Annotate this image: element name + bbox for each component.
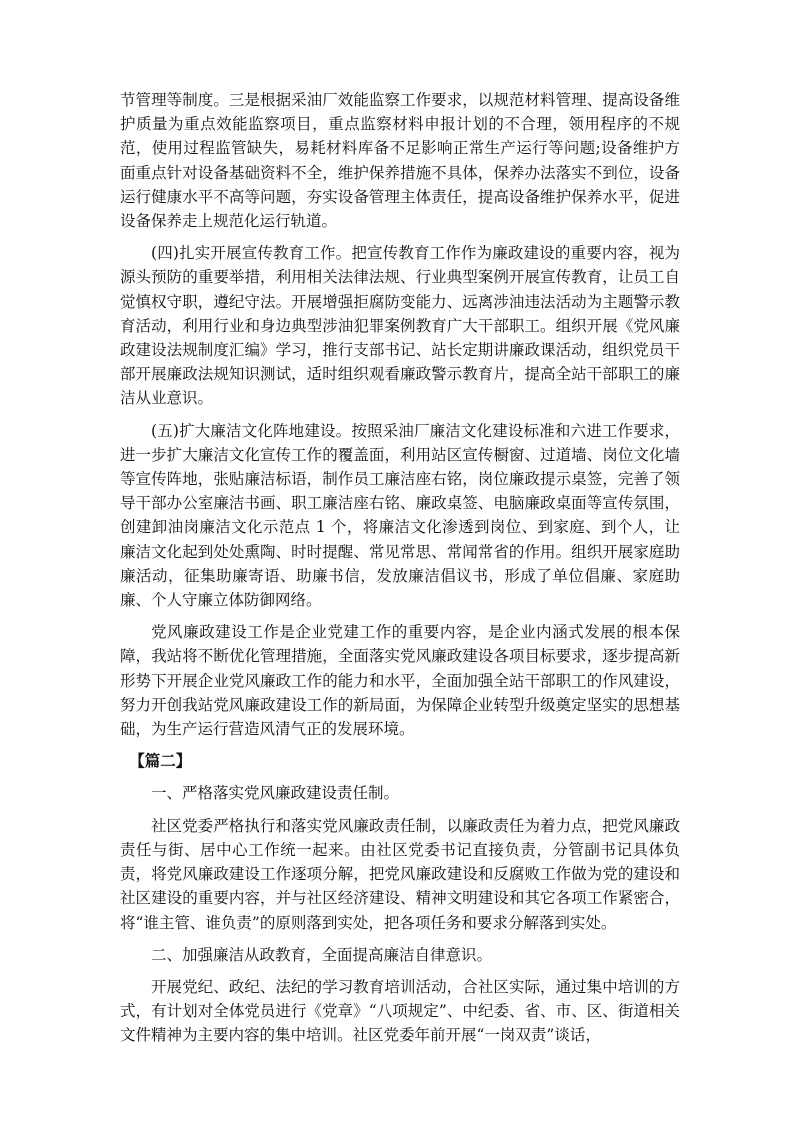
- paragraph-publicity-education: (四)扎实开展宣传教育工作。把宣传教育工作作为廉政建设的重要内容，视为源头预防的重要举措，利用相关法律法规、行业典型案例开展宣传教育，让员工自觉慎权守职，遵纪守法。开展增强拒腐防变能力、远离涉油违法活动为主题警示教育活动，利用行业和身边典型涉油犯罪案例教育广大干部职工。组织开展《党风廉政建设法规制度汇编》学习，推行支部书记、站长定期讲廉政课活动，组织党员干部开展廉政法规知识测试，适时组织观看廉政警示教育片，提高全站干部职工的廉洁从业意识。: [120, 244, 680, 408]
- paragraph-responsibility-system: 社区党委严格执行和落实党风廉政责任制，以廉政责任为着力点，把党风廉政责任与街、居中心工作统一起来。由社区党委书记直接负责，分管副书记具体负责，将党风廉政建设工作逐项分解，把党风廉政建设和反腐败工作做为党的建设和社区建设的重要内容，并与社区经济建设、精神文明建设和其它各项工作紧密合，将“谁主管、谁负责”的原则落到实处，把各项任务和要求分解落到实处。: [120, 816, 680, 932]
- subheading-integrity-education: 二、加强廉洁从政教育，全面提高廉洁自律意识。: [151, 945, 493, 964]
- paragraph-integrity-culture: (五)扩大廉洁文化阵地建设。按照采油厂廉洁文化建设标准和六进工作要求，进一步扩大廉洁文化宣传工作的覆盖面，利用站区宣传橱窗、过道墙、岗位文化墙等宣传阵地，张贴廉洁标语，制作员工廉洁座右铭，岗位廉政提示桌签，完善了领导干部办公室廉洁书画、职工廉洁座右铭、廉政桌签、电脑廉政桌面等宣传氛围，创建卸油岗廉洁文化示范点 1 个，将廉洁文化渗透到岗位、到家庭、到个人，让廉洁文化起到处处熏陶、时时提醒、常见常思、常闻常省的作用。组织开展家庭助廉活动，征集助廉寄语、助廉书信，发放廉洁倡议书，形成了单位倡廉、家庭助廉、个人守廉立体防御网络。: [120, 421, 680, 610]
- paragraph-integrity-education: 开展党纪、政纪、法纪的学习教育培训活动，合社区实际，通过集中培训的方式，有计划对全体党员进行《党章》“八项规定”、中纪委、省、市、区、街道相关文件精神为主要内容的集中培训。社区党委年前开展“一岗双责”谈话，: [120, 977, 680, 1045]
- paragraph-conclusion: 党风廉政建设工作是企业党建工作的重要内容，是企业内涵式发展的根本保障，我站将不断优化管理措施，全面落实党风廉政建设各项目标要求，逐步提高新形势下开展企业党风廉政工作的能力和水平，全面加强全站干部职工的作风建设，努力开创我站党风廉政建设工作的新局面，为保障企业转型升级奠定坚实的思想基础，为生产运行营造风清气正的发展环境。: [120, 623, 680, 739]
- subheading-responsibility-system: 一、严格落实党风廉政建设责任制。: [151, 784, 400, 803]
- document-page: [120, 88, 680, 1056]
- paragraph-continued: 节管理等制度。三是根据采油厂效能监察工作要求，以规范材料管理、提高设备维护质量为重点效能监察项目，重点监察材料申报计划的不合理，领用程序的不规范，使用过程监管缺失，易耗材料库备不足影响正常生产运行等问题;设备维护方面重点针对设备基础资料不全，维护保养措施不具体，保养办法落实不到位，设备运行健康水平不高等问题，夯实设备管理主体责任，提高设备维护保养水平，促进设备保养走上规范化运行轨道。: [120, 91, 680, 231]
- section-heading-part-two: 【篇二】: [129, 751, 192, 771]
